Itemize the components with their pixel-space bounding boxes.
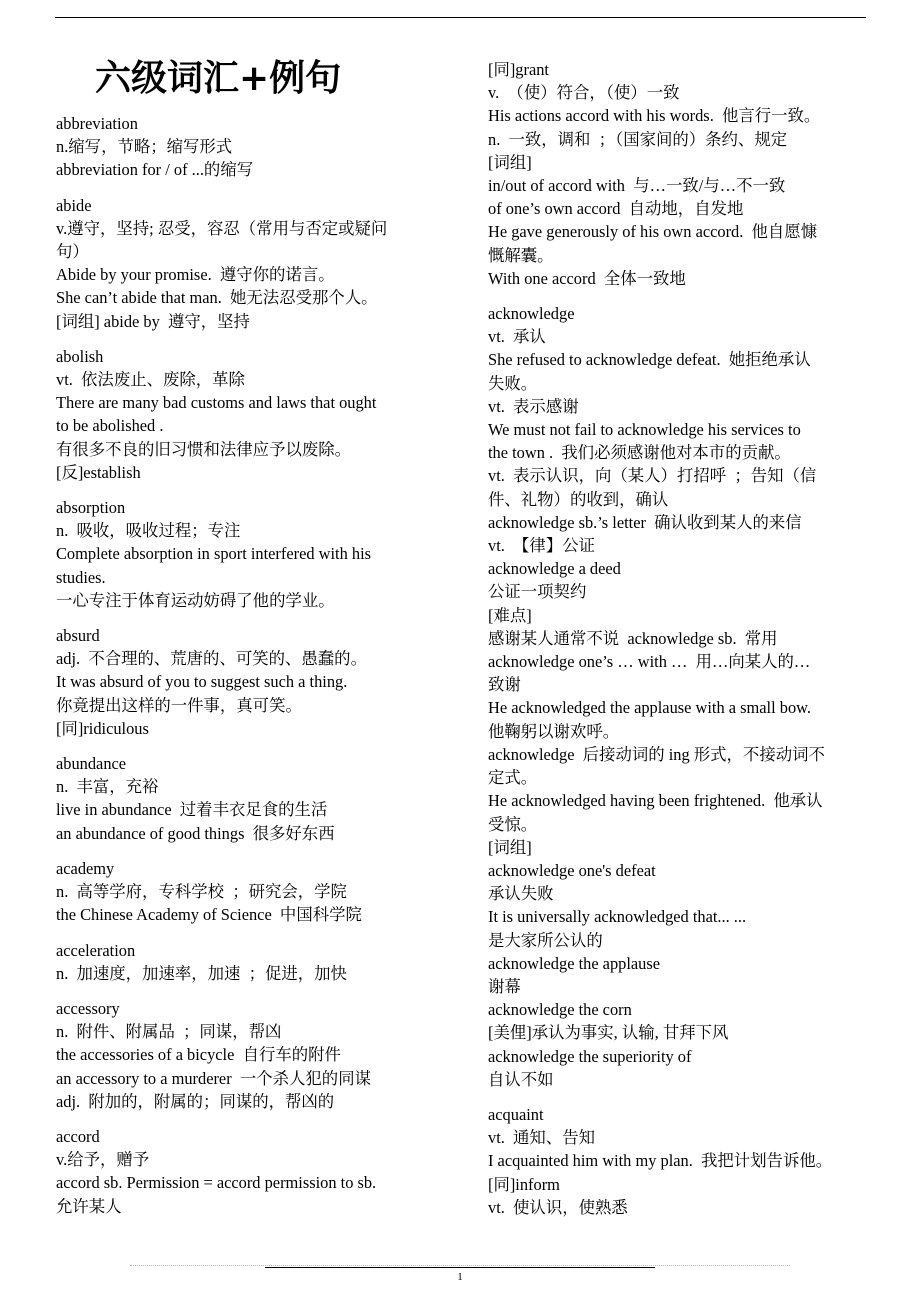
entry-line: It is universally acknowledged that... ... bbox=[488, 907, 747, 927]
vocab-entry bbox=[56, 997, 440, 1113]
headword: accessory bbox=[56, 998, 120, 1018]
entry-line: acknowledge 后接动词的 ing 形式，不接动词不 bbox=[488, 744, 825, 764]
entry-line: n. 附件、附属品 ；同谋，帮凶 bbox=[56, 1022, 282, 1042]
headword: [同]grant bbox=[488, 60, 549, 79]
vocab-entry bbox=[56, 752, 440, 845]
entry-line: studies. bbox=[56, 567, 106, 587]
entry-line: v.给予，赠予 bbox=[56, 1150, 150, 1170]
entry-line: 他鞠躬以谢欢呼。 bbox=[488, 721, 620, 741]
entry-line: an abundance of good things 很多好东西 bbox=[56, 823, 335, 843]
left-column bbox=[56, 112, 440, 1230]
headword: academy bbox=[56, 858, 115, 878]
entry-line: 是大家所公认的 bbox=[488, 930, 603, 950]
entry-line: of one’s own accord 自动地，自发地 bbox=[488, 199, 744, 219]
entry-line: acknowledge a deed bbox=[488, 559, 621, 579]
entry-line: Abide by your promise. 遵守你的诺言。 bbox=[56, 265, 335, 285]
vocab-entry bbox=[56, 112, 440, 182]
page-title: 六级词汇+例句 bbox=[95, 58, 342, 99]
entry-line: v. （使）符合，（使）一致 bbox=[488, 83, 680, 103]
entry-line: 失败。 bbox=[488, 373, 538, 393]
entry-line: vt. 承认 bbox=[488, 327, 546, 347]
entry-line: It was absurd of you to suggest such a thing. bbox=[56, 672, 348, 692]
vocab-entry bbox=[56, 939, 440, 985]
entry-line: abbreviation for / of ...的缩写 bbox=[56, 160, 254, 180]
entry-line: in/out of accord with 与…一致/与…不一致 bbox=[488, 176, 786, 196]
vocab-entry bbox=[56, 345, 440, 484]
vocab-entry bbox=[56, 1125, 440, 1218]
header-rule bbox=[55, 17, 866, 18]
footer-dotted-rule bbox=[130, 1265, 790, 1266]
entry-line: the accessories of a bicycle 自行车的附件 bbox=[56, 1045, 341, 1065]
entry-line: acknowledge sb.’s letter 确认收到某人的来信 bbox=[488, 512, 802, 532]
vocab-entry bbox=[488, 302, 874, 1091]
entry-line: 定式。 bbox=[488, 768, 538, 788]
entry-line: He gave generously of his own accord. 他自愿慷 bbox=[488, 222, 818, 242]
entry-line: n. 加速度，加速率，加速 ；促进，加快 bbox=[56, 963, 347, 983]
entry-line: There are many bad customs and laws that ought bbox=[56, 393, 377, 413]
entry-line: She can’t abide that man. 她无法忍受那个人。 bbox=[56, 288, 378, 308]
entry-line: adj. 不合理的、荒唐的、可笑的、愚蠢的。 bbox=[56, 649, 367, 669]
entry-line: v.遵守，坚持; 忍受，容忍（常用与否定或疑问 bbox=[56, 218, 388, 238]
entry-line: acknowledge one's defeat bbox=[488, 860, 656, 880]
entry-line: n. 高等学府，专科学校 ；研究会，学院 bbox=[56, 882, 347, 902]
entry-line: an accessory to a murderer 一个杀人犯的同谋 bbox=[56, 1068, 371, 1088]
footer-rule bbox=[265, 1267, 655, 1268]
entry-line: I acquainted him with my plan. 我把计划告诉他。 bbox=[488, 1151, 833, 1171]
entry-line: He acknowledged the applause with a small bow. bbox=[488, 698, 812, 718]
entry-line: n. 丰富，充裕 bbox=[56, 777, 159, 797]
entry-line: 慨解囊。 bbox=[488, 245, 554, 265]
entry-line: vt. 表示认识，向（某人）打招呼 ；告知（信 bbox=[488, 466, 817, 486]
entry-line: [词组] bbox=[488, 152, 532, 172]
entry-line: [同]inform bbox=[488, 1174, 560, 1194]
entry-line: 句） bbox=[56, 242, 89, 262]
headword: abolish bbox=[56, 346, 104, 366]
entry-line: the Chinese Academy of Science 中国科学院 bbox=[56, 905, 362, 925]
entry-line: 有很多不良的旧习惯和法律应予以废除。 bbox=[56, 439, 352, 459]
entry-line: [美俚]承认为事实, 认输, 甘拜下风 bbox=[488, 1023, 729, 1043]
headword: absorption bbox=[56, 498, 126, 518]
entry-line: [词组] bbox=[488, 837, 532, 857]
entry-line: live in abundance 过着丰衣足食的生活 bbox=[56, 800, 328, 820]
headword: acquaint bbox=[488, 1104, 544, 1124]
entry-line: acknowledge one’s … with … 用…向某人的… bbox=[488, 652, 811, 672]
entry-line: [反]establish bbox=[56, 462, 141, 482]
entry-line: n. 吸收，吸收过程；专注 bbox=[56, 521, 241, 541]
entry-line: With one accord 全体一致地 bbox=[488, 268, 686, 288]
entry-line: 受惊。 bbox=[488, 814, 538, 834]
entry-line: 公证一项契约 bbox=[488, 582, 587, 602]
vocab-entry bbox=[56, 857, 440, 927]
entry-line: vt. 【律】公证 bbox=[488, 536, 595, 556]
entry-line: 致谢 bbox=[488, 675, 521, 695]
page-number: 1 bbox=[457, 1271, 463, 1283]
entry-line: vt. 使认识，使熟悉 bbox=[488, 1197, 628, 1217]
entry-line: acknowledge the applause bbox=[488, 953, 661, 973]
entry-line: the town . 我们必须感谢他对本市的贡献。 bbox=[488, 443, 791, 463]
right-column bbox=[488, 58, 874, 1231]
entry-line: 承认失败 bbox=[488, 884, 554, 904]
vocab-entry bbox=[56, 496, 440, 612]
headword: absurd bbox=[56, 626, 100, 646]
headword: abide bbox=[56, 195, 92, 215]
headword: acceleration bbox=[56, 940, 136, 960]
entry-line: accord sb. Permission = accord permission to sb. bbox=[56, 1173, 377, 1193]
entry-line: 谢幕 bbox=[488, 976, 521, 996]
entry-line: n. 一致，调和 ；（国家间的）条约、规定 bbox=[488, 129, 788, 149]
entry-line: His actions accord with his words. 他言行一致。 bbox=[488, 106, 821, 126]
entry-line: acknowledge the superiority of bbox=[488, 1046, 692, 1066]
entry-line: vt. 通知、告知 bbox=[488, 1128, 595, 1148]
entry-line: n.缩写，节略；缩写形式 bbox=[56, 137, 233, 157]
headword: acknowledge bbox=[488, 304, 575, 324]
entry-line: acknowledge the corn bbox=[488, 1000, 632, 1020]
headword: abundance bbox=[56, 754, 127, 774]
vocab-entry bbox=[488, 1103, 874, 1219]
entry-line: He acknowledged having been frightened. 他承认 bbox=[488, 791, 823, 811]
entry-line: 感谢某人通常不说 acknowledge sb. 常用 bbox=[488, 628, 778, 648]
vocab-entry bbox=[488, 58, 874, 290]
entry-line: She refused to acknowledge defeat. 她拒绝承认 bbox=[488, 350, 811, 370]
entry-line: We must not fail to acknowledge his services to bbox=[488, 420, 801, 440]
entry-line: 一心专注于体育运动妨碍了他的学业。 bbox=[56, 590, 335, 610]
entry-line: 自认不如 bbox=[488, 1069, 554, 1089]
entry-line: vt. 依法废止、废除，革除 bbox=[56, 370, 245, 390]
entry-line: [同]ridiculous bbox=[56, 718, 149, 738]
vocab-entry bbox=[56, 624, 440, 740]
vocab-entry bbox=[56, 194, 440, 333]
headword: abbreviation bbox=[56, 114, 138, 133]
entry-line: 你竟提出这样的一件事，真可笑。 bbox=[56, 695, 302, 715]
entry-line: adj. 附加的，附属的；同谋的，帮凶的 bbox=[56, 1091, 335, 1111]
entry-line: 件、礼物）的收到，确认 bbox=[488, 489, 669, 509]
entry-line: [难点] bbox=[488, 605, 532, 625]
entry-line: [词组] abide by 遵守，坚持 bbox=[56, 311, 250, 331]
entry-line: Complete absorption in sport interfered with his bbox=[56, 544, 372, 564]
headword: accord bbox=[56, 1126, 100, 1146]
entry-line: 允许某人 bbox=[56, 1196, 122, 1216]
entry-line: vt. 表示感谢 bbox=[488, 396, 579, 416]
entry-line: to be abolished . bbox=[56, 416, 164, 436]
